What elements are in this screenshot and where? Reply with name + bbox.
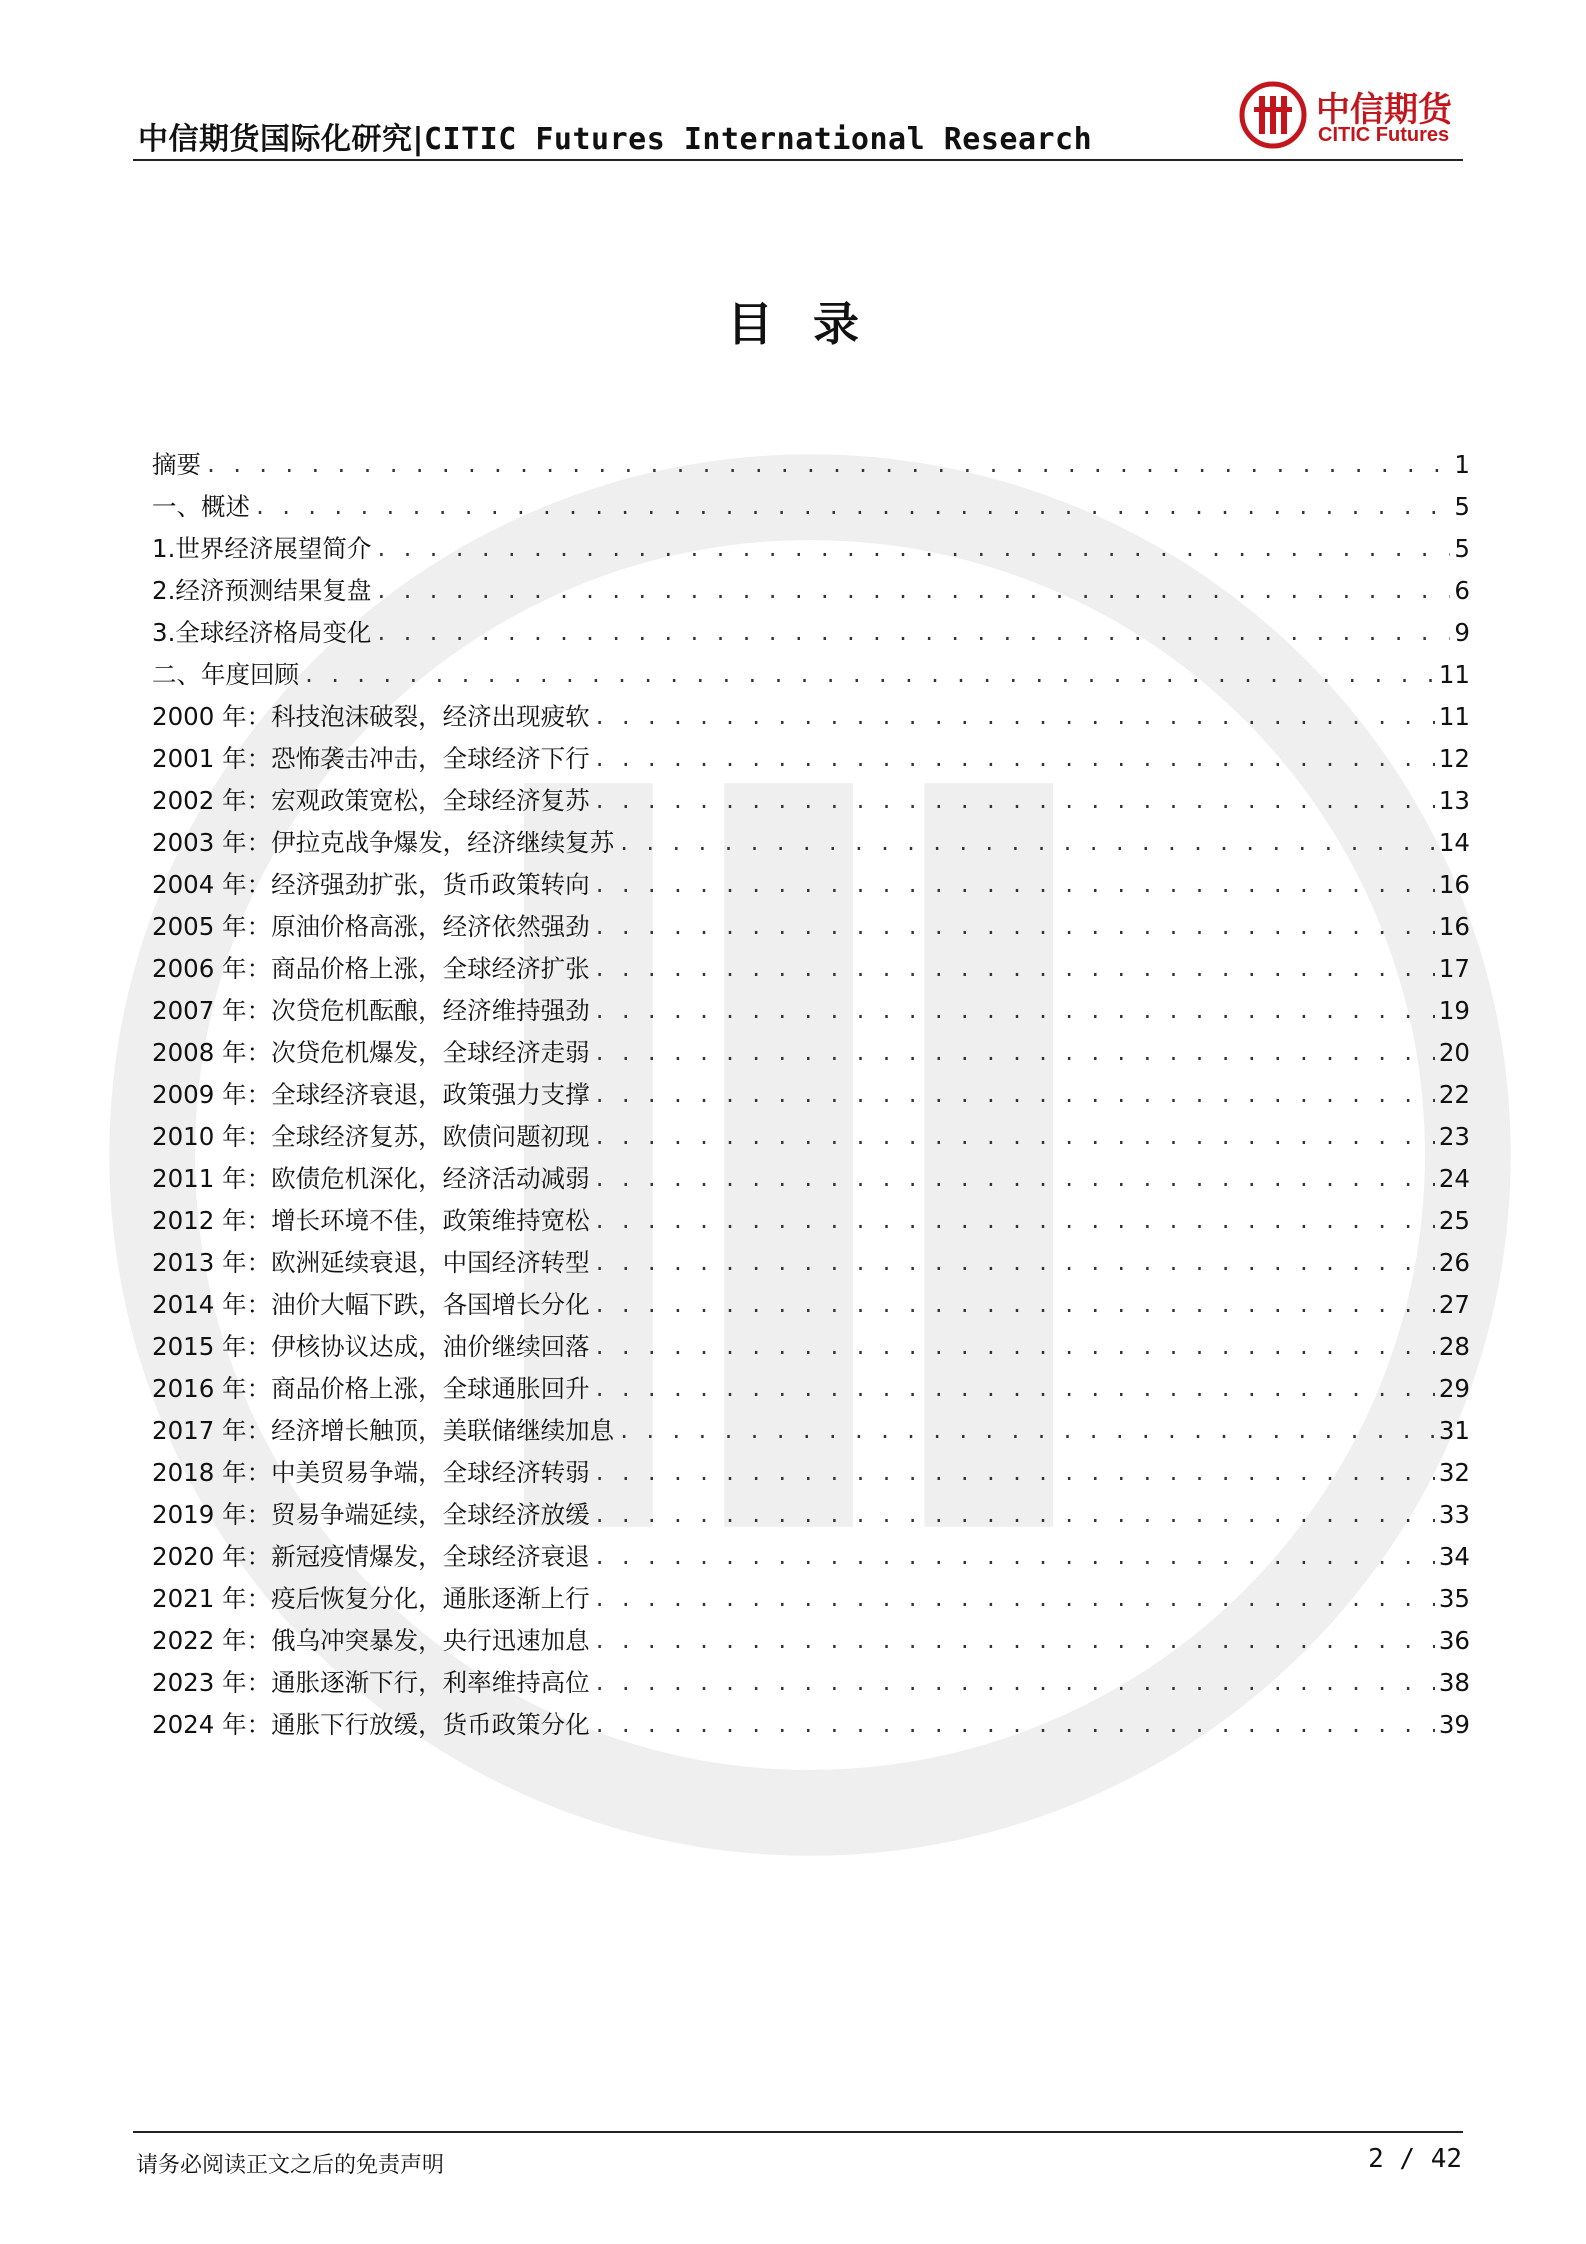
toc-entry[interactable] bbox=[152, 1074, 1470, 1116]
toc-entry-page: 23 bbox=[1438, 1122, 1470, 1151]
logo-text-cn: 中信期货 bbox=[1316, 90, 1452, 130]
toc-entry[interactable] bbox=[152, 780, 1470, 822]
toc-entry[interactable] bbox=[152, 864, 1470, 906]
toc-entry[interactable] bbox=[152, 612, 1470, 654]
toc-entry-label: 2017 年：经济增长触顶，美联储继续加息 bbox=[152, 1416, 615, 1445]
header-divider bbox=[133, 159, 1463, 161]
toc-entry-label: 2021 年：疫后恢复分化，通胀逐渐上行 bbox=[152, 1584, 590, 1613]
toc-entry-label: 2018 年：中美贸易争端，全球经济转弱 bbox=[152, 1458, 590, 1487]
header-title-cn: 中信期货国际化研究| bbox=[138, 122, 424, 157]
toc-entry-label: 摘要 bbox=[152, 450, 201, 479]
toc-entry-label: 2019 年：贸易争端延续，全球经济放缓 bbox=[152, 1500, 590, 1529]
page-number: 2 / 42 bbox=[1368, 2144, 1462, 2174]
toc-dot-leader bbox=[205, 444, 1450, 486]
toc-entry-label: 3.全球经济格局变化 bbox=[152, 618, 372, 647]
table-of-contents bbox=[152, 444, 1470, 1746]
toc-entry-label: 2002 年：宏观政策宽松，全球经济复苏 bbox=[152, 786, 590, 815]
toc-entry-label: 一、概述 bbox=[152, 492, 250, 521]
citic-logo-icon bbox=[1238, 80, 1308, 150]
toc-entry-label: 2005 年：原油价格高涨，经济依然强劲 bbox=[152, 912, 590, 941]
header-title bbox=[138, 114, 1092, 158]
toc-entry[interactable] bbox=[152, 1116, 1470, 1158]
footer-disclaimer: 请务必阅读正文之后的免责声明 bbox=[136, 2153, 445, 2178]
toc-entry-label: 2001 年：恐怖袭击冲击，全球经济下行 bbox=[152, 744, 590, 773]
toc-entry-page: 26 bbox=[1438, 1248, 1470, 1277]
toc-entry[interactable] bbox=[152, 696, 1470, 738]
toc-dot-leader bbox=[594, 948, 1435, 990]
toc-dot-leader bbox=[594, 906, 1435, 948]
toc-entry-label: 2024 年：通胀下行放缓，货币政策分化 bbox=[152, 1710, 590, 1739]
toc-entry-page: 22 bbox=[1438, 1080, 1470, 1109]
toc-entry[interactable] bbox=[152, 1704, 1470, 1746]
toc-dot-leader bbox=[254, 486, 1450, 528]
toc-dot-leader bbox=[594, 990, 1435, 1032]
toc-entry-page: 33 bbox=[1438, 1500, 1470, 1529]
toc-entry-page: 9 bbox=[1454, 618, 1470, 647]
toc-entry[interactable] bbox=[152, 990, 1470, 1032]
toc-entry-page: 16 bbox=[1438, 870, 1470, 899]
toc-entry-page: 29 bbox=[1438, 1374, 1470, 1403]
toc-dot-leader bbox=[594, 1158, 1435, 1200]
toc-entry-page: 20 bbox=[1438, 1038, 1470, 1067]
toc-entry[interactable] bbox=[152, 1158, 1470, 1200]
toc-entry-label: 2016 年：商品价格上涨，全球通胀回升 bbox=[152, 1374, 590, 1403]
toc-dot-leader bbox=[375, 528, 1450, 570]
toc-dot-leader bbox=[303, 654, 1435, 696]
toc-entry[interactable] bbox=[152, 1494, 1470, 1536]
toc-entry-label: 2023 年：通胀逐渐下行，利率维持高位 bbox=[152, 1668, 590, 1697]
toc-entry[interactable] bbox=[152, 1620, 1470, 1662]
toc-dot-leader bbox=[594, 1578, 1435, 1620]
toc-entry-page: 28 bbox=[1438, 1332, 1470, 1361]
toc-entry-label: 2003 年：伊拉克战争爆发，经济继续复苏 bbox=[152, 828, 615, 857]
toc-entry-label: 2010 年：全球经济复苏，欧债问题初现 bbox=[152, 1122, 590, 1151]
toc-entry[interactable] bbox=[152, 822, 1470, 864]
toc-entry-page: 11 bbox=[1438, 702, 1470, 731]
toc-entry-page: 5 bbox=[1454, 492, 1470, 521]
toc-dot-leader bbox=[594, 864, 1435, 906]
toc-entry-label: 2022 年：俄乌冲突暴发，央行迅速加息 bbox=[152, 1626, 590, 1655]
toc-entry-label: 2.经济预测结果复盘 bbox=[152, 576, 372, 605]
toc-entry-page: 35 bbox=[1438, 1584, 1470, 1613]
toc-entry-page: 13 bbox=[1438, 786, 1470, 815]
toc-dot-leader bbox=[594, 1032, 1435, 1074]
toc-entry[interactable] bbox=[152, 528, 1470, 570]
toc-entry-page: 1 bbox=[1454, 450, 1470, 479]
toc-entry[interactable] bbox=[152, 1242, 1470, 1284]
toc-entry-page: 34 bbox=[1438, 1542, 1470, 1571]
toc-entry-label: 2020 年：新冠疫情爆发，全球经济衰退 bbox=[152, 1542, 590, 1571]
citic-futures-logo bbox=[1238, 80, 1468, 152]
toc-dot-leader bbox=[594, 1536, 1435, 1578]
toc-dot-leader bbox=[594, 1200, 1435, 1242]
footer-divider bbox=[133, 2131, 1463, 2133]
toc-entry-page: 12 bbox=[1438, 744, 1470, 773]
toc-entry-label: 1.世界经济展望简介 bbox=[152, 534, 372, 563]
toc-entry-label: 2009 年：全球经济衰退，政策强力支撑 bbox=[152, 1080, 590, 1109]
page-title: 目录 bbox=[727, 297, 899, 351]
toc-entry-page: 14 bbox=[1438, 828, 1470, 857]
toc-entry-page: 11 bbox=[1438, 660, 1470, 689]
toc-entry[interactable] bbox=[152, 1410, 1470, 1452]
toc-entry[interactable] bbox=[152, 1326, 1470, 1368]
toc-entry[interactable] bbox=[152, 486, 1470, 528]
toc-dot-leader bbox=[594, 1452, 1435, 1494]
toc-entry-page: 36 bbox=[1438, 1626, 1470, 1655]
toc-entry-page: 32 bbox=[1438, 1458, 1470, 1487]
toc-entry-label: 2015 年：伊核协议达成，油价继续回落 bbox=[152, 1332, 590, 1361]
toc-entry[interactable] bbox=[152, 906, 1470, 948]
toc-entry-page: 17 bbox=[1438, 954, 1470, 983]
toc-entry[interactable] bbox=[152, 1284, 1470, 1326]
toc-entry-label: 二、年度回顾 bbox=[152, 660, 299, 689]
toc-entry-page: 6 bbox=[1454, 576, 1470, 605]
toc-entry[interactable] bbox=[152, 444, 1470, 486]
toc-entry-page: 19 bbox=[1438, 996, 1470, 1025]
toc-entry-page: 16 bbox=[1438, 912, 1470, 941]
toc-entry-label: 2006 年：商品价格上涨，全球经济扩张 bbox=[152, 954, 590, 983]
logo-text-en: CITIC Futures bbox=[1318, 124, 1450, 146]
toc-dot-leader bbox=[594, 1368, 1435, 1410]
toc-entry[interactable] bbox=[152, 1452, 1470, 1494]
toc-dot-leader bbox=[594, 1662, 1435, 1704]
toc-dot-leader bbox=[594, 1494, 1435, 1536]
toc-dot-leader bbox=[594, 1242, 1435, 1284]
toc-dot-leader bbox=[594, 780, 1435, 822]
toc-entry-label: 2000 年：科技泡沫破裂，经济出现疲软 bbox=[152, 702, 590, 731]
toc-entry-page: 27 bbox=[1438, 1290, 1470, 1319]
toc-entry-page: 5 bbox=[1454, 534, 1470, 563]
toc-entry-label: 2008 年：次贷危机爆发，全球经济走弱 bbox=[152, 1038, 590, 1067]
toc-entry[interactable] bbox=[152, 1032, 1470, 1074]
toc-dot-leader bbox=[594, 1116, 1435, 1158]
toc-entry-label: 2007 年：次贷危机酝酿，经济维持强劲 bbox=[152, 996, 590, 1025]
toc-entry-label: 2004 年：经济强劲扩张，货币政策转向 bbox=[152, 870, 590, 899]
toc-entry[interactable] bbox=[152, 1536, 1470, 1578]
toc-entry-label: 2012 年：增长环境不佳，政策维持宽松 bbox=[152, 1206, 590, 1235]
toc-dot-leader bbox=[618, 1410, 1435, 1452]
toc-dot-leader bbox=[618, 822, 1435, 864]
header-title-en: CITIC Futures International Research bbox=[423, 122, 1093, 157]
toc-entry[interactable] bbox=[152, 1662, 1470, 1704]
toc-entry-page: 39 bbox=[1438, 1710, 1470, 1739]
toc-dot-leader bbox=[594, 1620, 1435, 1662]
toc-dot-leader bbox=[594, 1326, 1435, 1368]
toc-entry-label: 2011 年：欧债危机深化，经济活动减弱 bbox=[152, 1164, 590, 1193]
toc-entry[interactable] bbox=[152, 654, 1470, 696]
toc-dot-leader bbox=[594, 1704, 1435, 1746]
toc-entry[interactable] bbox=[152, 570, 1470, 612]
toc-dot-leader bbox=[375, 612, 1450, 654]
toc-dot-leader bbox=[594, 1074, 1435, 1116]
toc-entry[interactable] bbox=[152, 1578, 1470, 1620]
toc-entry[interactable] bbox=[152, 1368, 1470, 1410]
toc-dot-leader bbox=[594, 696, 1435, 738]
toc-entry[interactable] bbox=[152, 1200, 1470, 1242]
toc-entry[interactable] bbox=[152, 948, 1470, 990]
toc-entry-page: 31 bbox=[1438, 1416, 1470, 1445]
toc-entry-page: 24 bbox=[1438, 1164, 1470, 1193]
toc-entry-page: 25 bbox=[1438, 1206, 1470, 1235]
toc-entry-page: 38 bbox=[1438, 1668, 1470, 1697]
toc-dot-leader bbox=[594, 1284, 1435, 1326]
toc-entry-label: 2013 年：欧洲延续衰退，中国经济转型 bbox=[152, 1248, 590, 1277]
toc-entry-label: 2014 年：油价大幅下跌，各国增长分化 bbox=[152, 1290, 590, 1319]
toc-dot-leader bbox=[375, 570, 1450, 612]
toc-dot-leader bbox=[594, 738, 1435, 780]
toc-entry[interactable] bbox=[152, 738, 1470, 780]
